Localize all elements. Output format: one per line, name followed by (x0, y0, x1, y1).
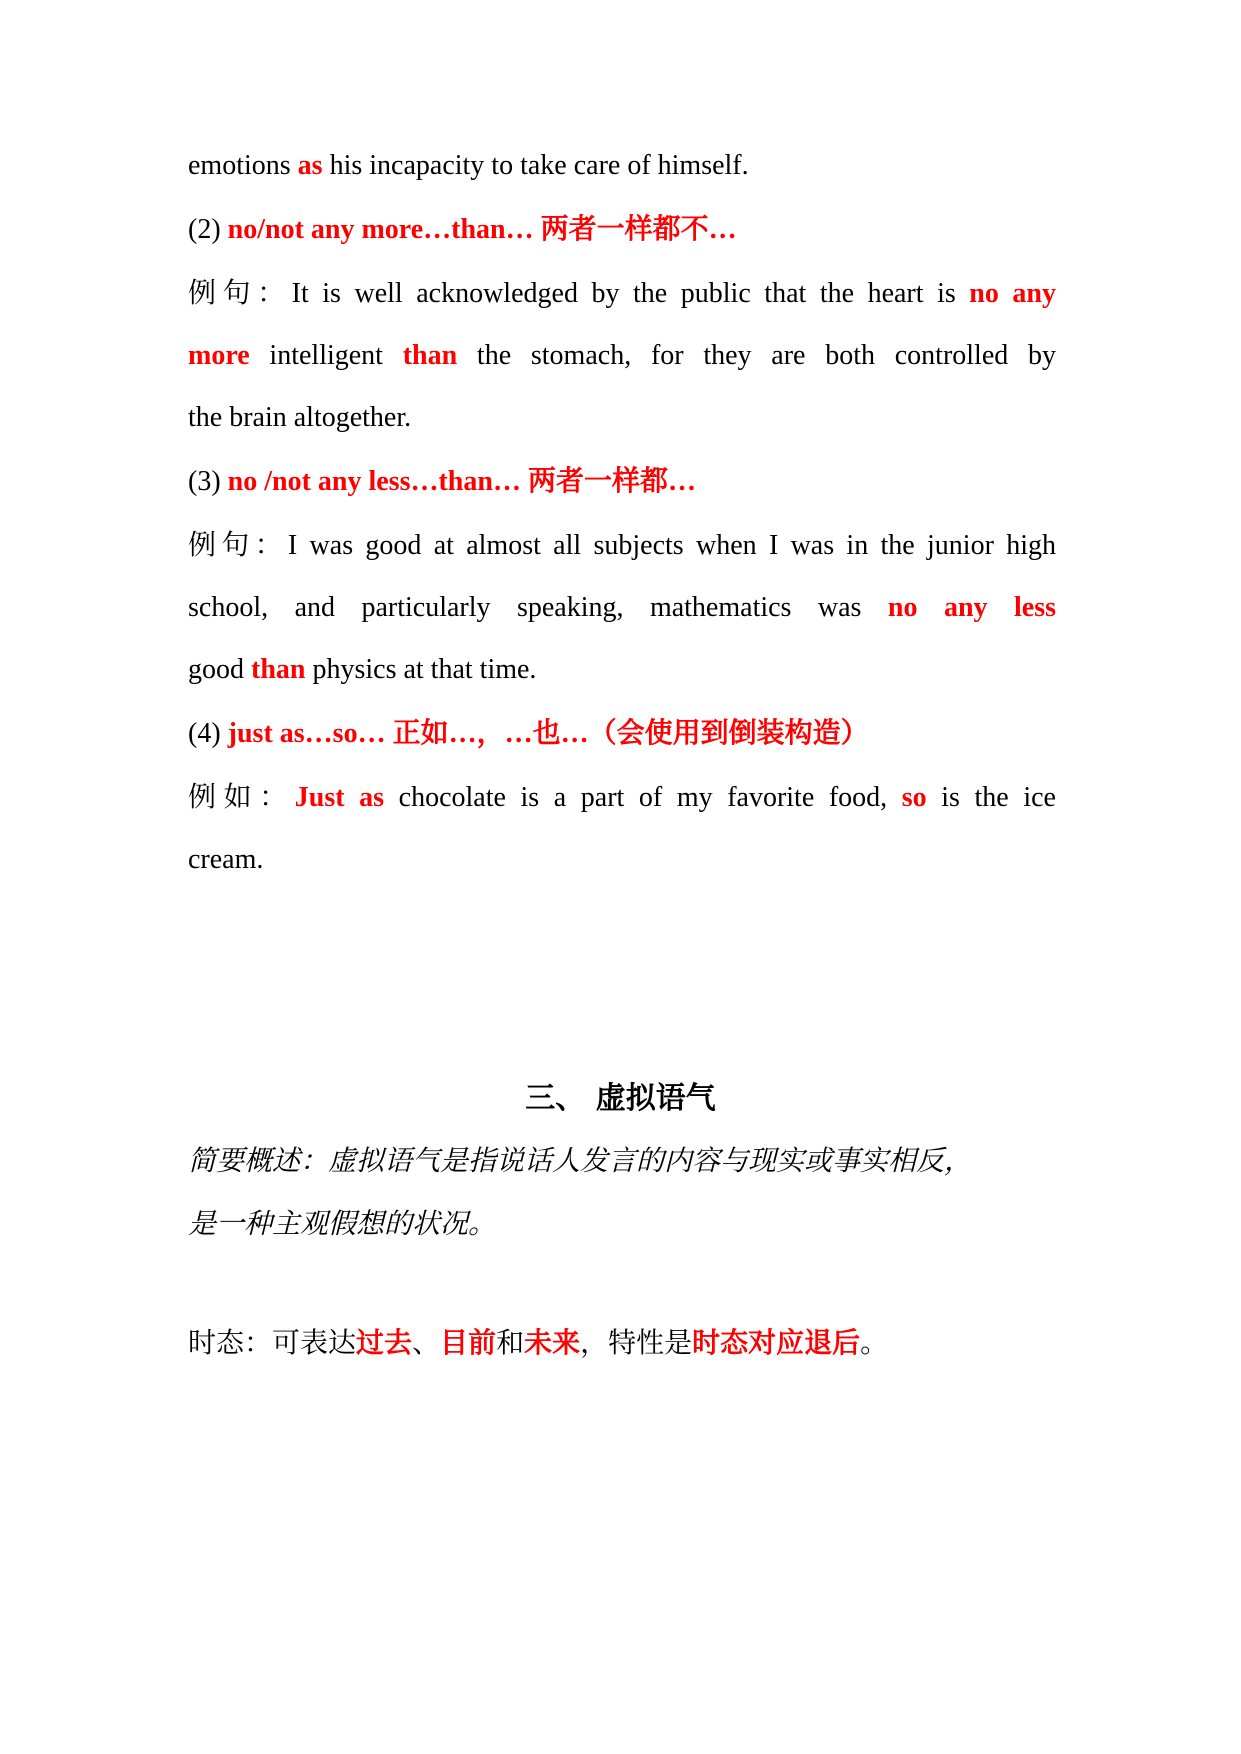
conjunction: 和 (496, 1326, 525, 1359)
text: physics at that time. (305, 654, 537, 685)
paragraph-continuation (188, 148, 1056, 184)
example-label: 例如： (188, 780, 295, 813)
example-label: 例句： (188, 528, 288, 561)
item-2-heading (188, 212, 1056, 248)
text: It is well acknowledged by the public that the heart is (291, 278, 970, 309)
item-2-example-line-2 (188, 338, 1056, 374)
text: cream. (188, 844, 264, 875)
emphasis-as: as (297, 150, 323, 181)
pattern-just-as-so: just as…so… 正如…，…也…（会使用到倒装构造） (227, 718, 869, 749)
emphasis: than (251, 654, 306, 685)
item-number: (4) (188, 718, 228, 749)
pattern-no-any-more: no/not any more…than… 两者一样都不… (227, 214, 737, 245)
text: intelligent (249, 340, 403, 371)
item-3-heading (188, 464, 1056, 500)
emphasis: more (188, 340, 250, 371)
emphasis: so (901, 782, 927, 813)
text: good (188, 654, 251, 685)
text: school, and particularly speaking, mathematics was (188, 592, 888, 623)
pattern-no-any-less: no /not any less…than… 两者一样都… (227, 466, 696, 497)
emphasis: than (402, 340, 458, 371)
tense-present: 目前 (440, 1326, 497, 1359)
text: emotions (188, 150, 298, 181)
emphasis: no any less (887, 592, 1056, 623)
summary-line-2: 是一种主观假想的状况。 (188, 1207, 497, 1240)
text: chocolate is a part of my favorite food, (384, 782, 902, 813)
summary-line-1: 简要概述：虚拟语气是指说话人发言的内容与现实或事实相反， (188, 1144, 973, 1177)
item-number: (2) (188, 214, 228, 245)
item-2-example-line-1 (188, 275, 1056, 312)
separator: 、 (412, 1326, 441, 1359)
section-heading: 三、 虚拟语气 (525, 1081, 716, 1116)
item-3-example-line-3 (188, 652, 1056, 688)
item-number: (3) (188, 466, 228, 497)
text: ，特性是 (580, 1326, 693, 1359)
item-3-example-line-2 (188, 590, 1056, 626)
item-4-example-line-1 (188, 779, 1056, 816)
item-2-example-line-3 (188, 400, 1056, 436)
text: 。 (860, 1326, 889, 1359)
emphasis: no any (969, 278, 1056, 309)
tense-label: 时态：可表达 (188, 1326, 357, 1359)
example-label: 例句： (188, 276, 292, 309)
item-4-heading (188, 716, 1056, 752)
tense-future: 未来 (524, 1326, 581, 1359)
text: his incapacity to take care of himself. (322, 150, 749, 181)
item-4-example-line-2 (188, 842, 1056, 878)
text: the stomach, for they are both controlled by (457, 340, 1056, 371)
item-3-example-line-1 (188, 527, 1056, 564)
tense-rule: 时态对应退后 (692, 1326, 861, 1359)
tense-line (188, 1325, 1056, 1361)
emphasis: Just as (294, 782, 385, 813)
text: the brain altogether. (188, 402, 412, 433)
text: I was good at almost all subjects when I was in the junior high (287, 530, 1056, 561)
tense-past: 过去 (356, 1326, 413, 1359)
text: is the ice (926, 782, 1056, 813)
